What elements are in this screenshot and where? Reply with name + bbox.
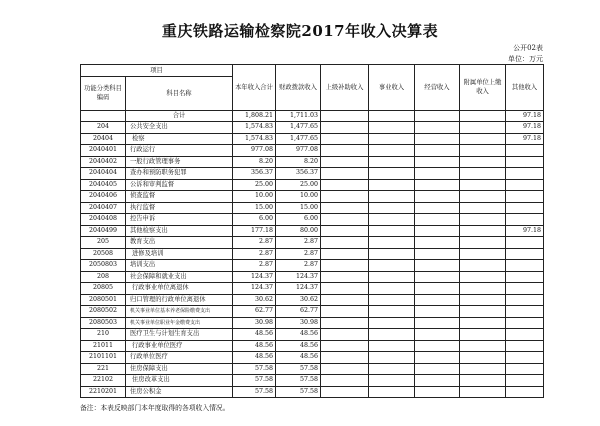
cell-operating bbox=[415, 260, 460, 272]
cell-other bbox=[506, 168, 544, 180]
cell-name: 住房改革支出 bbox=[126, 375, 233, 387]
cell-fiscal: 1,477.65 bbox=[276, 122, 321, 134]
table-row bbox=[81, 110, 544, 122]
cell-business bbox=[369, 225, 415, 237]
cell-name: 住房公积金 bbox=[126, 386, 233, 398]
cell-operating bbox=[415, 156, 460, 168]
cell-total: 2.87 bbox=[233, 248, 276, 260]
cell-upper bbox=[321, 386, 369, 398]
cell-affiliated bbox=[460, 225, 506, 237]
cell-code: 2040405 bbox=[81, 179, 126, 191]
cell-total: 62.77 bbox=[233, 306, 276, 318]
cell-code: 2210201 bbox=[81, 386, 126, 398]
cell-affiliated bbox=[460, 329, 506, 341]
cell-upper bbox=[321, 283, 369, 295]
cell-code: 2040499 bbox=[81, 225, 126, 237]
cell-operating bbox=[415, 248, 460, 260]
cell-code: 2040408 bbox=[81, 214, 126, 226]
cell-operating bbox=[415, 214, 460, 226]
cell-affiliated bbox=[460, 271, 506, 283]
cell-operating bbox=[415, 352, 460, 364]
cell-operating bbox=[415, 202, 460, 214]
cell-upper bbox=[321, 237, 369, 249]
cell-affiliated bbox=[460, 214, 506, 226]
cell-code: 22102 bbox=[81, 375, 126, 387]
table-row bbox=[81, 191, 544, 203]
cell-business bbox=[369, 340, 415, 352]
cell-total: 8.20 bbox=[233, 156, 276, 168]
cell-fiscal: 48.56 bbox=[276, 340, 321, 352]
cell-total: 48.56 bbox=[233, 340, 276, 352]
cell-code: 2040402 bbox=[81, 156, 126, 168]
cell-name: 行政事业单位医疗 bbox=[126, 340, 233, 352]
cell-fiscal: 15.00 bbox=[276, 202, 321, 214]
cell-business bbox=[369, 306, 415, 318]
cell-fiscal: 2.87 bbox=[276, 237, 321, 249]
cell-upper bbox=[321, 317, 369, 329]
cell-name: 控告申诉 bbox=[126, 214, 233, 226]
cell-business bbox=[369, 283, 415, 295]
cell-name: 培训支出 bbox=[126, 260, 233, 272]
cell-upper bbox=[321, 110, 369, 122]
cell-upper bbox=[321, 260, 369, 272]
cell-operating bbox=[415, 329, 460, 341]
cell-operating bbox=[415, 375, 460, 387]
cell-upper bbox=[321, 168, 369, 180]
cell-operating bbox=[415, 191, 460, 203]
cell-total: 30.98 bbox=[233, 317, 276, 329]
cell-other: 97.18 bbox=[506, 225, 544, 237]
header-business: 事业收入 bbox=[369, 65, 415, 111]
cell-operating bbox=[415, 168, 460, 180]
cell-code: 205 bbox=[81, 237, 126, 249]
cell-affiliated bbox=[460, 156, 506, 168]
cell-name: 住房保障支出 bbox=[126, 363, 233, 375]
cell-code: 2050803 bbox=[81, 260, 126, 272]
cell-business bbox=[369, 237, 415, 249]
cell-other bbox=[506, 271, 544, 283]
cell-fiscal: 62.77 bbox=[276, 306, 321, 318]
cell-fiscal: 57.58 bbox=[276, 375, 321, 387]
cell-code: 20404 bbox=[81, 133, 126, 145]
cell-code: 221 bbox=[81, 363, 126, 375]
table-row bbox=[81, 168, 544, 180]
cell-upper bbox=[321, 214, 369, 226]
cell-business bbox=[369, 168, 415, 180]
cell-code: 2040404 bbox=[81, 168, 126, 180]
cell-fiscal: 80.00 bbox=[276, 225, 321, 237]
table-row bbox=[81, 352, 544, 364]
cell-total: 10.00 bbox=[233, 191, 276, 203]
cell-other bbox=[506, 156, 544, 168]
cell-fiscal: 977.08 bbox=[276, 145, 321, 157]
cell-business bbox=[369, 202, 415, 214]
cell-fiscal: 57.58 bbox=[276, 386, 321, 398]
cell-upper bbox=[321, 133, 369, 145]
cell-code: 2040401 bbox=[81, 145, 126, 157]
cell-fiscal: 6.00 bbox=[276, 214, 321, 226]
table-row bbox=[81, 363, 544, 375]
cell-code: 2101101 bbox=[81, 352, 126, 364]
cell-upper bbox=[321, 375, 369, 387]
cell-other bbox=[506, 237, 544, 249]
cell-operating bbox=[415, 340, 460, 352]
cell-name: 社会保障和就业支出 bbox=[126, 271, 233, 283]
cell-name: 行政单位医疗 bbox=[126, 352, 233, 364]
cell-code: 210 bbox=[81, 329, 126, 341]
cell-affiliated bbox=[460, 168, 506, 180]
cell-other bbox=[506, 306, 544, 318]
cell-operating bbox=[415, 145, 460, 157]
cell-code: 2080502 bbox=[81, 306, 126, 318]
cell-upper bbox=[321, 179, 369, 191]
cell-fiscal: 48.56 bbox=[276, 352, 321, 364]
cell-total: 1,574.83 bbox=[233, 122, 276, 134]
cell-affiliated bbox=[460, 202, 506, 214]
cell-name: 行政运行 bbox=[126, 145, 233, 157]
cell-business bbox=[369, 386, 415, 398]
cell-business bbox=[369, 133, 415, 145]
cell-total: 1,808.21 bbox=[233, 110, 276, 122]
cell-business bbox=[369, 122, 415, 134]
cell-affiliated bbox=[460, 191, 506, 203]
cell-other: 97.18 bbox=[506, 110, 544, 122]
cell-business bbox=[369, 145, 415, 157]
cell-affiliated bbox=[460, 294, 506, 306]
cell-name: 公诉和审判监督 bbox=[126, 179, 233, 191]
cell-other bbox=[506, 283, 544, 295]
cell-other bbox=[506, 317, 544, 329]
cell-total: 977.08 bbox=[233, 145, 276, 157]
table-row bbox=[81, 260, 544, 272]
table-row bbox=[81, 248, 544, 260]
cell-affiliated bbox=[460, 340, 506, 352]
cell-upper bbox=[321, 248, 369, 260]
cell-business bbox=[369, 375, 415, 387]
header-code: 功能分类科目编码 bbox=[81, 76, 126, 110]
cell-business bbox=[369, 271, 415, 283]
table-row bbox=[81, 202, 544, 214]
table-row bbox=[81, 271, 544, 283]
table-row bbox=[81, 237, 544, 249]
cell-name: 教育支出 bbox=[126, 237, 233, 249]
income-table bbox=[80, 64, 544, 398]
cell-total: 30.62 bbox=[233, 294, 276, 306]
cell-affiliated bbox=[460, 145, 506, 157]
cell-fiscal: 1,711.03 bbox=[276, 110, 321, 122]
cell-name: 进修及培训 bbox=[126, 248, 233, 260]
cell-affiliated bbox=[460, 110, 506, 122]
cell-total: 57.58 bbox=[233, 363, 276, 375]
cell-other bbox=[506, 260, 544, 272]
header-operating: 经营收入 bbox=[415, 65, 460, 111]
table-row bbox=[81, 283, 544, 295]
header-total: 本年收入合计 bbox=[233, 65, 276, 111]
table-row bbox=[81, 329, 544, 341]
cell-affiliated bbox=[460, 363, 506, 375]
cell-other bbox=[506, 340, 544, 352]
cell-name: 合计 bbox=[126, 110, 233, 122]
cell-name: 执行监督 bbox=[126, 202, 233, 214]
cell-name: 检察 bbox=[126, 133, 233, 145]
cell-other bbox=[506, 202, 544, 214]
cell-affiliated bbox=[460, 283, 506, 295]
cell-total: 124.37 bbox=[233, 283, 276, 295]
cell-name: 侦查监督 bbox=[126, 191, 233, 203]
cell-other bbox=[506, 145, 544, 157]
table-row bbox=[81, 133, 544, 145]
cell-name: 其他检察支出 bbox=[126, 225, 233, 237]
cell-fiscal: 30.62 bbox=[276, 294, 321, 306]
cell-upper bbox=[321, 340, 369, 352]
table-row bbox=[81, 294, 544, 306]
cell-total: 57.58 bbox=[233, 375, 276, 387]
cell-other: 97.18 bbox=[506, 133, 544, 145]
cell-fiscal: 10.00 bbox=[276, 191, 321, 203]
cell-affiliated bbox=[460, 375, 506, 387]
cell-code: 2080501 bbox=[81, 294, 126, 306]
cell-operating bbox=[415, 237, 460, 249]
table-row bbox=[81, 375, 544, 387]
cell-name: 行政事业单位离退休 bbox=[126, 283, 233, 295]
header-upper: 上级补助收入 bbox=[321, 65, 369, 111]
cell-upper bbox=[321, 156, 369, 168]
cell-operating bbox=[415, 294, 460, 306]
cell-other bbox=[506, 375, 544, 387]
cell-total: 15.00 bbox=[233, 202, 276, 214]
table-row bbox=[81, 156, 544, 168]
cell-name: 公共安全支出 bbox=[126, 122, 233, 134]
cell-affiliated bbox=[460, 317, 506, 329]
cell-name: 查办和预防职务犯罪 bbox=[126, 168, 233, 180]
cell-fiscal: 57.58 bbox=[276, 363, 321, 375]
cell-code bbox=[81, 110, 126, 122]
cell-business bbox=[369, 110, 415, 122]
cell-total: 48.56 bbox=[233, 352, 276, 364]
cell-business bbox=[369, 329, 415, 341]
cell-upper bbox=[321, 352, 369, 364]
cell-fiscal: 124.37 bbox=[276, 271, 321, 283]
cell-total: 1,574.83 bbox=[233, 133, 276, 145]
table-row bbox=[81, 179, 544, 191]
cell-business bbox=[369, 363, 415, 375]
cell-other bbox=[506, 386, 544, 398]
cell-affiliated bbox=[460, 386, 506, 398]
cell-business bbox=[369, 156, 415, 168]
cell-code: 20805 bbox=[81, 283, 126, 295]
cell-total: 48.56 bbox=[233, 329, 276, 341]
cell-name: 一般行政管理事务 bbox=[126, 156, 233, 168]
cell-code: 21011 bbox=[81, 340, 126, 352]
cell-other bbox=[506, 329, 544, 341]
cell-code: 2080503 bbox=[81, 317, 126, 329]
cell-upper bbox=[321, 225, 369, 237]
table-row bbox=[81, 214, 544, 226]
cell-operating bbox=[415, 283, 460, 295]
cell-fiscal: 25.00 bbox=[276, 179, 321, 191]
cell-total: 2.87 bbox=[233, 237, 276, 249]
unit-label: 单位：万元 bbox=[508, 55, 543, 63]
cell-other: 97.18 bbox=[506, 122, 544, 134]
cell-affiliated bbox=[460, 237, 506, 249]
cell-code: 20508 bbox=[81, 248, 126, 260]
cell-name: 机关事业单位职业年金缴费支出 bbox=[126, 317, 233, 329]
cell-operating bbox=[415, 317, 460, 329]
cell-business bbox=[369, 294, 415, 306]
cell-business bbox=[369, 248, 415, 260]
footnote: 备注：本表反映部门本年度取得的各项收入情况。 bbox=[80, 404, 230, 412]
cell-other bbox=[506, 191, 544, 203]
cell-business bbox=[369, 260, 415, 272]
cell-fiscal: 2.87 bbox=[276, 260, 321, 272]
cell-operating bbox=[415, 122, 460, 134]
cell-total: 2.87 bbox=[233, 260, 276, 272]
cell-upper bbox=[321, 363, 369, 375]
cell-operating bbox=[415, 110, 460, 122]
cell-total: 356.37 bbox=[233, 168, 276, 180]
cell-affiliated bbox=[460, 179, 506, 191]
cell-upper bbox=[321, 271, 369, 283]
cell-other bbox=[506, 294, 544, 306]
header-fiscal: 财政拨款收入 bbox=[276, 65, 321, 111]
cell-business bbox=[369, 179, 415, 191]
cell-upper bbox=[321, 329, 369, 341]
cell-affiliated bbox=[460, 352, 506, 364]
table-row bbox=[81, 122, 544, 134]
cell-affiliated bbox=[460, 260, 506, 272]
cell-business bbox=[369, 317, 415, 329]
cell-total: 124.37 bbox=[233, 271, 276, 283]
cell-total: 57.58 bbox=[233, 386, 276, 398]
cell-business bbox=[369, 191, 415, 203]
table-row bbox=[81, 145, 544, 157]
cell-operating bbox=[415, 363, 460, 375]
cell-business bbox=[369, 214, 415, 226]
cell-code: 208 bbox=[81, 271, 126, 283]
cell-name: 医疗卫生与计划生育支出 bbox=[126, 329, 233, 341]
cell-operating bbox=[415, 133, 460, 145]
table-row bbox=[81, 340, 544, 352]
header-project: 项目 bbox=[81, 65, 233, 77]
cell-other bbox=[506, 352, 544, 364]
cell-upper bbox=[321, 306, 369, 318]
cell-fiscal: 1,477.65 bbox=[276, 133, 321, 145]
cell-code: 204 bbox=[81, 122, 126, 134]
cell-affiliated bbox=[460, 306, 506, 318]
cell-fiscal: 8.20 bbox=[276, 156, 321, 168]
cell-business bbox=[369, 352, 415, 364]
cell-fiscal: 48.56 bbox=[276, 329, 321, 341]
cell-operating bbox=[415, 271, 460, 283]
header-name: 科目名称 bbox=[126, 76, 233, 110]
cell-fiscal: 124.37 bbox=[276, 283, 321, 295]
cell-code: 2040407 bbox=[81, 202, 126, 214]
table-row bbox=[81, 386, 544, 398]
cell-upper bbox=[321, 145, 369, 157]
cell-upper bbox=[321, 202, 369, 214]
form-number: 公开02表 bbox=[513, 44, 543, 52]
cell-name: 机关事业单位基本养老保险缴费支出 bbox=[126, 306, 233, 318]
cell-operating bbox=[415, 225, 460, 237]
cell-upper bbox=[321, 294, 369, 306]
header-other: 其他收入 bbox=[506, 65, 544, 111]
cell-affiliated bbox=[460, 248, 506, 260]
cell-operating bbox=[415, 386, 460, 398]
cell-other bbox=[506, 248, 544, 260]
table-row bbox=[81, 225, 544, 237]
cell-upper bbox=[321, 122, 369, 134]
cell-fiscal: 30.98 bbox=[276, 317, 321, 329]
cell-fiscal: 2.87 bbox=[276, 248, 321, 260]
page-title: 重庆铁路运输检察院2017年收入决算表 bbox=[161, 22, 439, 40]
cell-upper bbox=[321, 191, 369, 203]
cell-operating bbox=[415, 179, 460, 191]
cell-operating bbox=[415, 306, 460, 318]
cell-total: 177.18 bbox=[233, 225, 276, 237]
cell-fiscal: 356.37 bbox=[276, 168, 321, 180]
table-row bbox=[81, 317, 544, 329]
cell-code: 2040406 bbox=[81, 191, 126, 203]
cell-total: 6.00 bbox=[233, 214, 276, 226]
cell-other bbox=[506, 179, 544, 191]
header-affiliated: 附属单位上缴收入 bbox=[460, 65, 506, 111]
cell-other bbox=[506, 214, 544, 226]
cell-name: 归口管理的行政单位离退休 bbox=[126, 294, 233, 306]
cell-affiliated bbox=[460, 133, 506, 145]
table-row bbox=[81, 306, 544, 318]
cell-total: 25.00 bbox=[233, 179, 276, 191]
cell-affiliated bbox=[460, 122, 506, 134]
cell-other bbox=[506, 363, 544, 375]
